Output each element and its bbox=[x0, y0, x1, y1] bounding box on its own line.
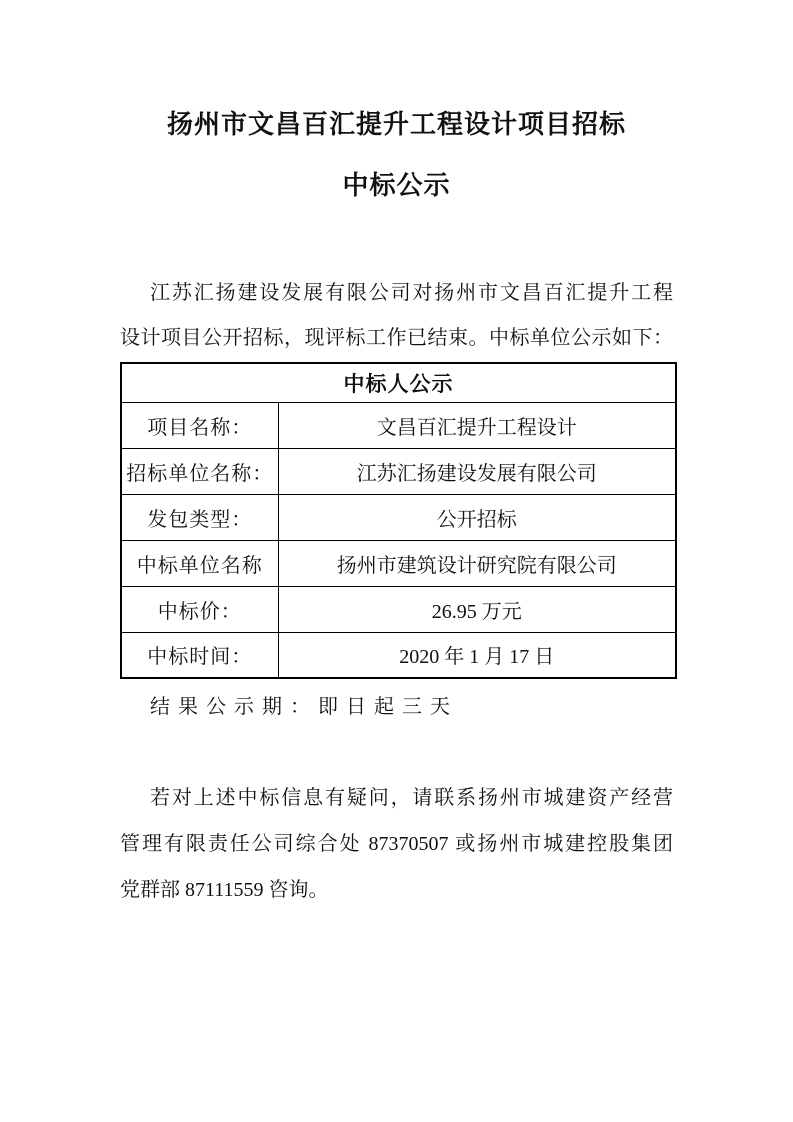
project-name-label: 项目名称： bbox=[121, 402, 278, 448]
title-line-1: 扬州市文昌百汇提升工程设计项目招标 bbox=[166, 110, 626, 139]
project-name-value: 文昌百汇提升工程设计 bbox=[278, 402, 676, 448]
winning-date-label: 中标时间： bbox=[121, 632, 278, 678]
winning-unit-value: 扬州市建筑设计研究院有限公司 bbox=[278, 540, 676, 586]
contact-paragraph bbox=[120, 775, 673, 913]
tender-unit-label: 招标单位名称： bbox=[121, 448, 278, 494]
result-period-line: 结果公示期：即日起三天 bbox=[150, 696, 458, 718]
intro-line-1: 江苏汇扬建设发展有限公司对扬州市文昌百汇提升工程 bbox=[150, 282, 673, 304]
contact-line-1: 若对上述中标信息有疑问，请联系扬州市城建资产经营 bbox=[150, 787, 673, 809]
tender-unit-value: 江苏汇扬建设发展有限公司 bbox=[278, 448, 676, 494]
winning-unit-label: 中标单位名称 bbox=[121, 540, 278, 586]
winning-date-value: 2020 年 1 月 17 日 bbox=[278, 632, 676, 678]
table-row-contract-type bbox=[121, 494, 676, 540]
contact-line-3: 党群部 87111559 咨询。 bbox=[120, 879, 329, 901]
contact-line-2: 管理有限责任公司综合处 87370507 或扬州市城建控股集团 bbox=[120, 833, 673, 855]
bid-result-table bbox=[120, 362, 677, 679]
intro-line-2: 设计项目公开招标，现评标工作已结束。中标单位公示如下： bbox=[120, 327, 673, 349]
table-row-project-name bbox=[121, 402, 676, 448]
table-header-row bbox=[121, 363, 676, 402]
winning-price-label: 中标价： bbox=[121, 586, 278, 632]
table-header: 中标人公示 bbox=[121, 363, 676, 402]
title-line-2: 中标公示 bbox=[342, 171, 451, 200]
document-content bbox=[120, 0, 673, 913]
table-row-winning-date bbox=[121, 632, 676, 678]
table-row-winning-price bbox=[121, 586, 676, 632]
intro-paragraph bbox=[120, 271, 673, 361]
table-row-tender-unit bbox=[121, 448, 676, 494]
winning-price-value: 26.95 万元 bbox=[278, 586, 676, 632]
document-title bbox=[120, 0, 673, 216]
table-row-winning-unit bbox=[121, 540, 676, 586]
contract-type-label: 发包类型： bbox=[121, 494, 278, 540]
contract-type-value: 公开招标 bbox=[278, 494, 676, 540]
